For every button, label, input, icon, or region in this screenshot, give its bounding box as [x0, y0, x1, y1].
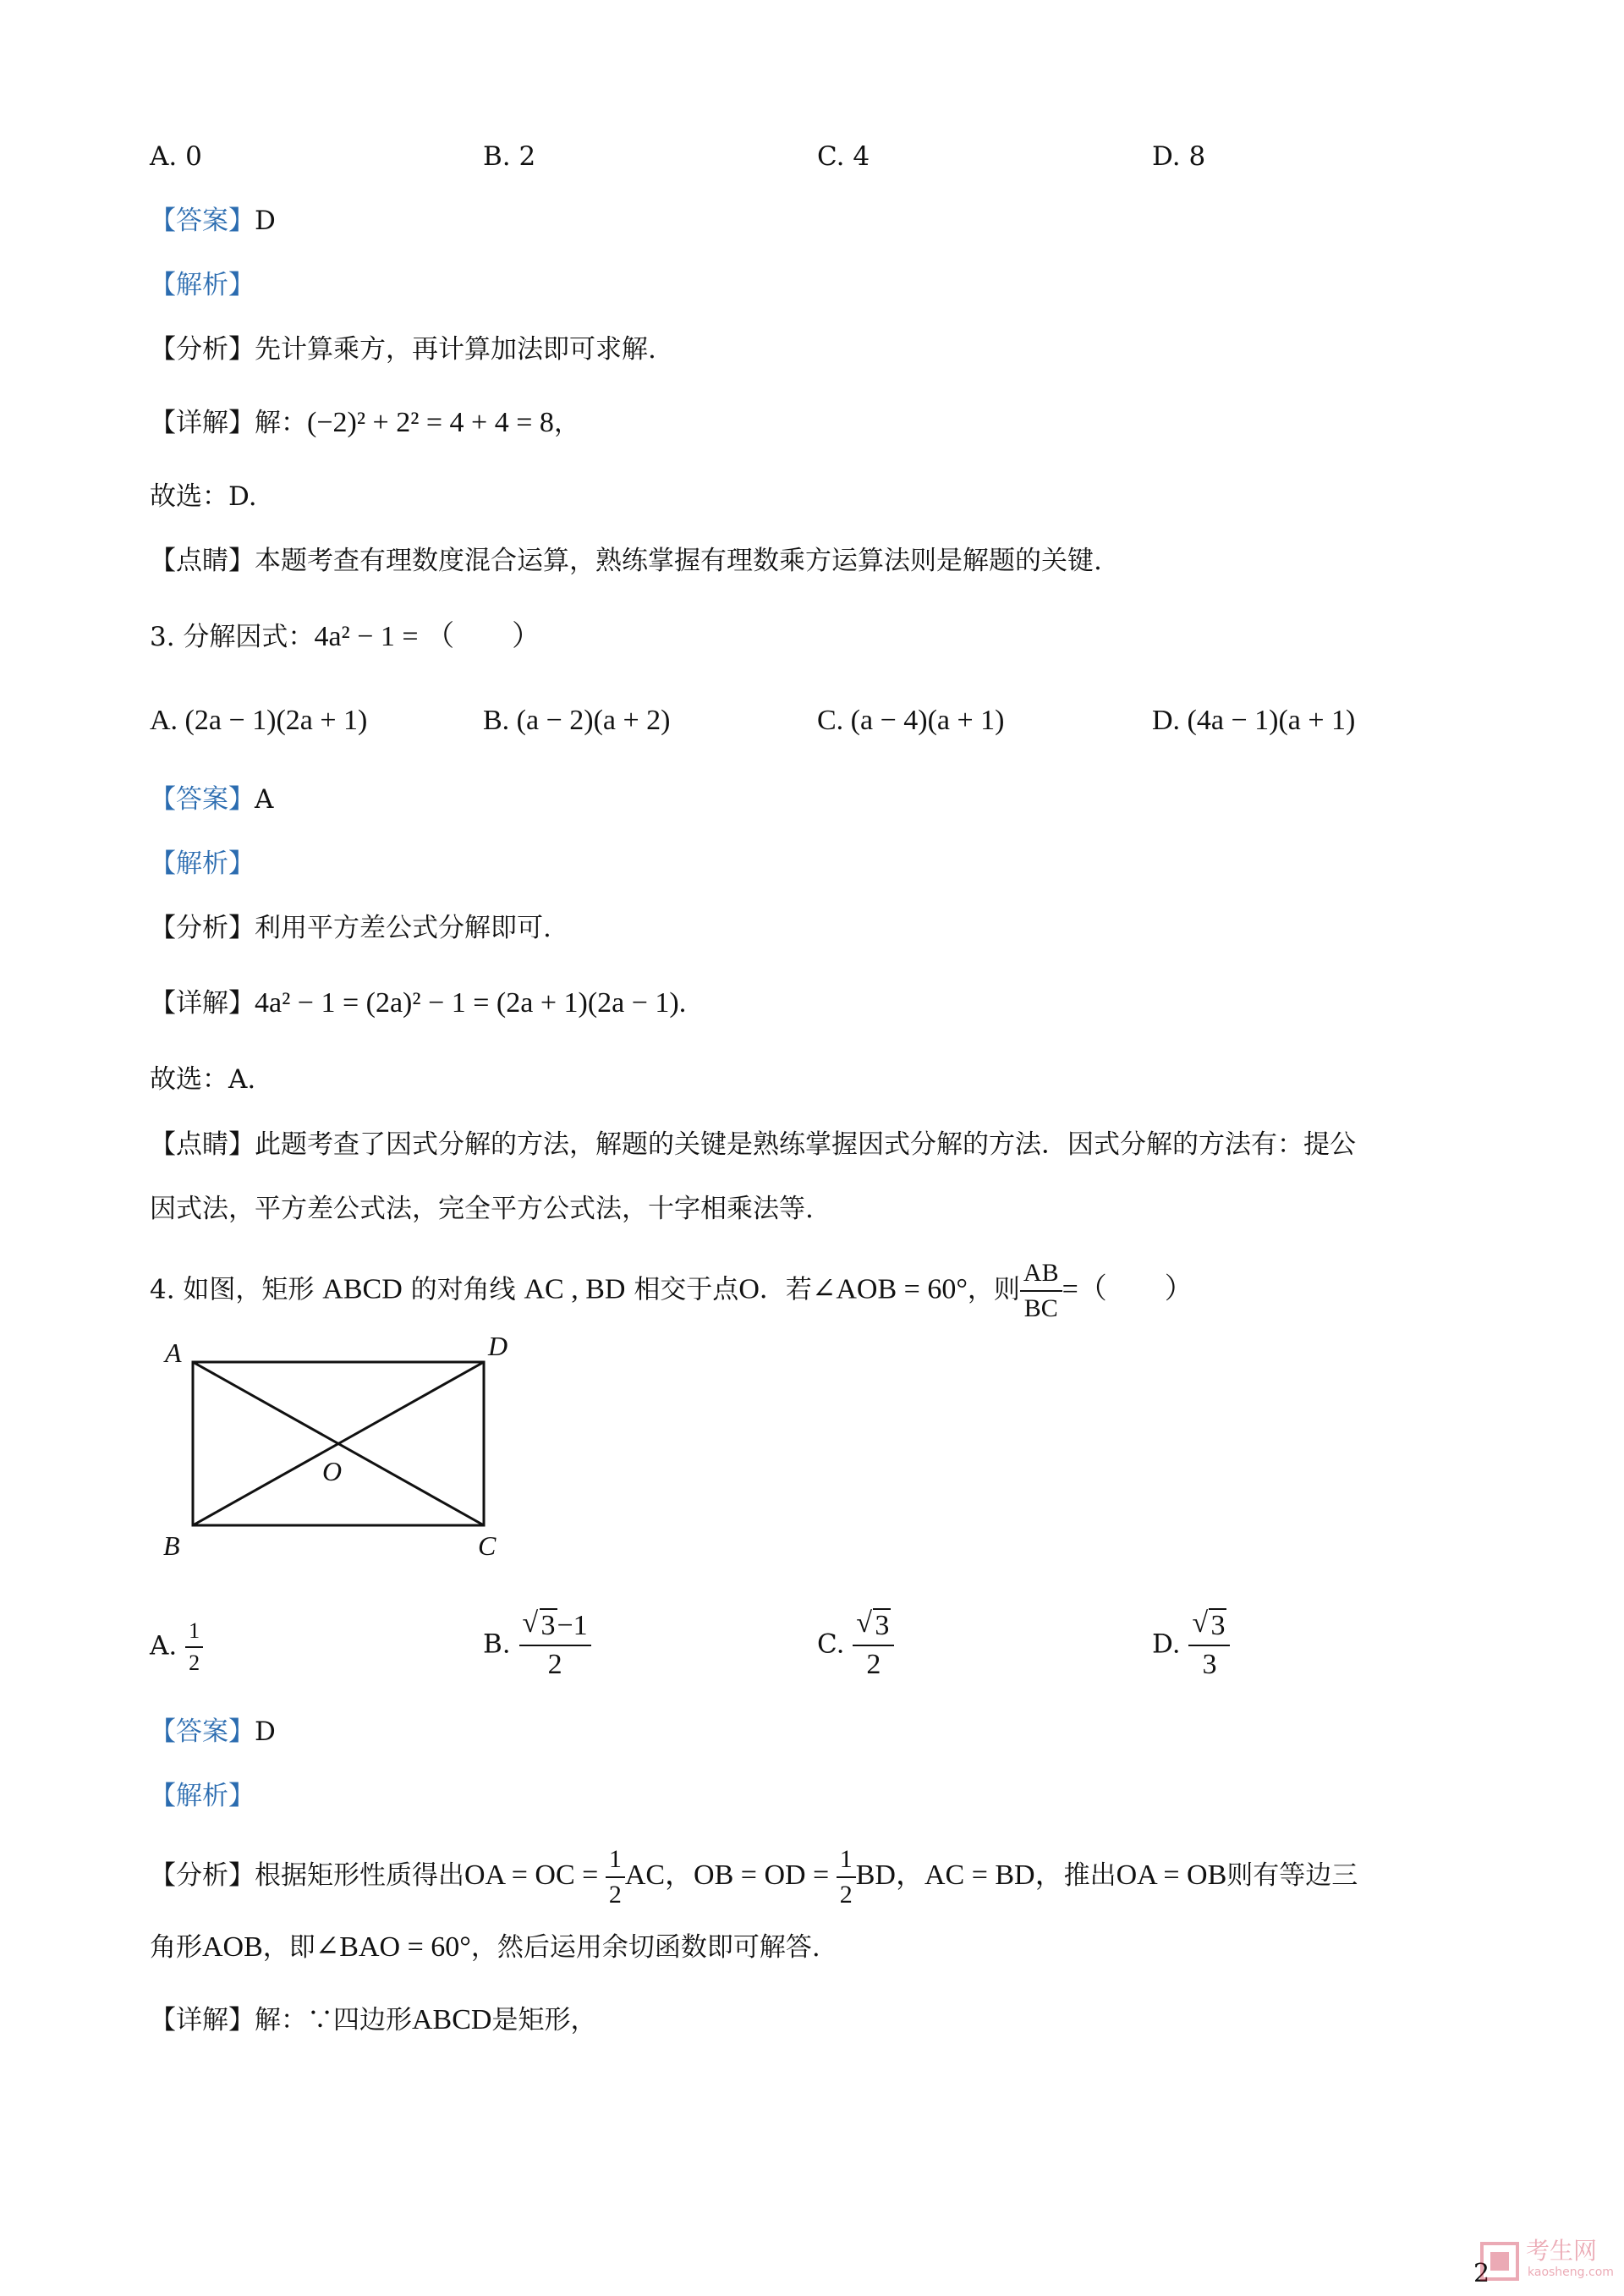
q3-option-d: D. (4a − 1)(a + 1) — [1152, 705, 1356, 736]
q3-stem-prefix: 3. 分解因式： — [150, 622, 315, 652]
xiangjie-text-2: 是矩形， — [491, 2005, 597, 2035]
q4-stem-text-1: 4. 如图，矩形 — [150, 1274, 315, 1305]
answer-value: D — [255, 1717, 276, 1747]
fraction-denominator: 2 — [837, 1876, 856, 1908]
q2-option-d: D. 8 — [1152, 141, 1206, 172]
q2-option-c: C. 4 — [817, 141, 870, 172]
q4-jiexi — [150, 1779, 255, 1813]
fenxi-text: 先计算乘方，再计算加法即可求解. — [255, 334, 656, 365]
option-d-fraction — [1188, 1612, 1230, 1679]
fenxi-math-1: OA = OC = — [464, 1859, 606, 1891]
jiexi-tag: 【解析】 — [150, 1781, 255, 1811]
option-b-fraction — [519, 1612, 591, 1679]
q3-guxuan: 故选：A. — [150, 1064, 256, 1095]
q3-option-b: B. (a − 2)(a + 2) — [483, 705, 671, 736]
q3-fenxi — [150, 911, 551, 945]
q4-stem-text-5: ，则 — [967, 1274, 1020, 1305]
xiangjie-tag: 【详解】 — [150, 2005, 255, 2035]
option-label: A. — [150, 1630, 178, 1662]
q4-stem-text-4: ．若 — [759, 1274, 812, 1305]
fenxi-math-3: BD，AC = BD， — [855, 1859, 1064, 1891]
half-fraction-1 — [606, 1844, 625, 1909]
sqrt-symbol — [523, 1612, 557, 1640]
page-number: 2 — [1473, 2259, 1490, 2288]
q3-dianjing-line2: 因式法，平方差公式法，完全平方公式法，十字相乘法等. — [150, 1194, 814, 1224]
xiangjie-math-1: ABCD — [412, 2004, 492, 2035]
fraction-numerator — [519, 1612, 591, 1645]
xiangjie-tag: 【详解】 — [150, 988, 255, 1019]
fenxi-math-4: OA = OB — [1116, 1859, 1227, 1891]
fraction-numerator: 1 — [839, 1844, 853, 1873]
q4-stem-angle: ∠AOB = 60° — [811, 1273, 968, 1305]
fenxi-line2-text-3: ，然后运用余切函数即可解答. — [470, 1932, 820, 1963]
xiangjie-math: 4a² − 1 = (2a)² − 1 = (2a + 1)(2a − 1). — [255, 987, 687, 1019]
q3-jiexi — [150, 847, 255, 881]
fenxi-tag: 【分析】 — [150, 913, 255, 943]
q2-option-a: A. 0 — [150, 141, 202, 172]
label-o: O — [322, 1456, 343, 1486]
fenxi-text-3: 则有等边三 — [1226, 1860, 1358, 1891]
watermark-text-cn: 考生网 — [1526, 2237, 1598, 2265]
q4-option-b — [483, 1612, 591, 1679]
label-c: C — [478, 1530, 497, 1561]
q2-answer — [150, 204, 276, 238]
fenxi-line2-math-1: AOB — [202, 1931, 263, 1963]
q3-stem-math: 4a² − 1 = （ ） — [314, 621, 541, 652]
jiexi-tag: 【解析】 — [150, 270, 255, 300]
sqrt-symbol — [1192, 1612, 1226, 1640]
jiexi-tag: 【解析】 — [150, 849, 255, 879]
answer-tag: 【答案】 — [150, 206, 255, 236]
fraction-denominator: 2 — [606, 1876, 625, 1908]
fenxi-line2-text-2: ，即 — [262, 1932, 315, 1963]
fraction-denominator: 2 — [185, 1646, 203, 1674]
fraction-numerator — [1188, 1612, 1230, 1645]
q4-option-c — [817, 1612, 894, 1679]
xiangjie-tag: 【详解】 — [150, 408, 255, 438]
answer-value: D — [255, 206, 276, 236]
q4-xiangjie — [150, 2003, 596, 2037]
fraction-numerator — [853, 1612, 894, 1645]
numerator-rest: −1 — [557, 1610, 588, 1641]
label-b: B — [163, 1530, 180, 1561]
option-label: D. — [1152, 1629, 1181, 1660]
fenxi-math-2: AC，OB = OD = — [624, 1859, 837, 1891]
fenxi-line2-text-1: 角形 — [150, 1932, 202, 1963]
sqrt-symbol — [856, 1612, 891, 1640]
q3-answer — [150, 783, 273, 816]
q2-fenxi — [150, 332, 656, 366]
q2-option-b: B. 2 — [483, 141, 536, 172]
option-a-fraction — [185, 1620, 203, 1674]
rectangle-figure — [156, 1328, 546, 1565]
fenxi-tag: 【分析】 — [150, 334, 255, 365]
label-d: D — [488, 1331, 508, 1361]
q4-fenxi-line2 — [150, 1931, 820, 1964]
q4-stem-o: O — [738, 1273, 760, 1305]
answer-tag: 【答案】 — [150, 1717, 255, 1747]
fenxi-tag: 【分析】 — [150, 1860, 255, 1891]
q2-xiangjie: 【详解】解：(−2)² + 2² = 4 + 4 = 8， — [150, 407, 580, 438]
q4-answer — [150, 1715, 276, 1749]
q4-stem-text-2: 的对角线 — [410, 1274, 516, 1305]
q4-stem-text-6: =（ ） — [1062, 1273, 1193, 1305]
watermark — [1479, 2237, 1617, 2288]
fenxi-text-2: 推出 — [1063, 1860, 1116, 1891]
q2-dianjing — [150, 544, 1102, 578]
xiangjie-text-1: 解：∵四边形 — [255, 2005, 412, 2035]
q4-stem — [150, 1261, 1193, 1321]
fraction-numerator: 1 — [189, 1618, 200, 1643]
q3-option-a: A. (2a − 1)(2a + 1) — [150, 705, 368, 736]
q4-stem-text-3: 相交于点 — [634, 1274, 739, 1305]
option-label: B. — [483, 1629, 511, 1660]
half-fraction-2 — [837, 1844, 856, 1909]
option-label: C. — [817, 1629, 845, 1660]
q3-option-c: C. (a − 4)(a + 1) — [817, 705, 1005, 736]
fraction-denominator: BC — [1020, 1290, 1062, 1321]
q4-stem-abcd: ABCD — [322, 1273, 403, 1305]
fenxi-text: 利用平方差公式分解即可. — [255, 913, 551, 943]
fraction-denominator: 3 — [1188, 1645, 1230, 1679]
q4-stem-acbd: AC , BD — [524, 1273, 626, 1305]
radicand: 3 — [540, 1610, 556, 1641]
dianjing-text: 此题考查了因式分解的方法，解题的关键是熟练掌握因式分解的方法．因式分解的方法有：提公 — [255, 1129, 1356, 1160]
option-c-fraction — [853, 1612, 894, 1679]
fenxi-text-1: 根据矩形性质得出 — [255, 1860, 464, 1891]
answer-value: A — [255, 784, 274, 815]
fraction-numerator: AB — [1023, 1259, 1059, 1287]
fenxi-line2-math-2: ∠BAO = 60° — [315, 1931, 471, 1963]
q4-option-a — [150, 1620, 203, 1674]
q2-guxuan: 故选：D. — [150, 481, 257, 512]
dianjing-tag: 【点睛】 — [150, 546, 255, 576]
q4-stem-fraction — [1020, 1261, 1062, 1321]
dianjing-tag: 【点睛】 — [150, 1129, 255, 1160]
fraction-denominator: 2 — [853, 1645, 894, 1679]
q4-fenxi-line1 — [150, 1846, 1358, 1908]
q3-stem — [150, 620, 540, 654]
q2-jiexi — [150, 268, 255, 302]
radicand: 3 — [1210, 1610, 1226, 1641]
dianjing-text: 本题考查有理数度混合运算，熟练掌握有理数乘方运算法则是解题的关键. — [255, 546, 1102, 576]
fraction-numerator: 1 — [608, 1844, 622, 1873]
q4-option-d — [1152, 1612, 1230, 1679]
xiangjie-prefix: 解： — [255, 408, 307, 438]
label-a: A — [165, 1338, 182, 1368]
q3-xiangjie — [150, 986, 686, 1020]
watermark-text-en: kaosheng.com — [1528, 2266, 1614, 2279]
xiangjie-math: (−2)² + 2² = 4 + 4 = 8 — [307, 407, 554, 438]
q3-dianjing-line1 — [150, 1128, 1356, 1162]
answer-tag: 【答案】 — [150, 784, 255, 815]
watermark-logo-icon — [1479, 2240, 1521, 2282]
fraction-denominator: 2 — [519, 1645, 591, 1679]
radicand: 3 — [875, 1610, 890, 1641]
